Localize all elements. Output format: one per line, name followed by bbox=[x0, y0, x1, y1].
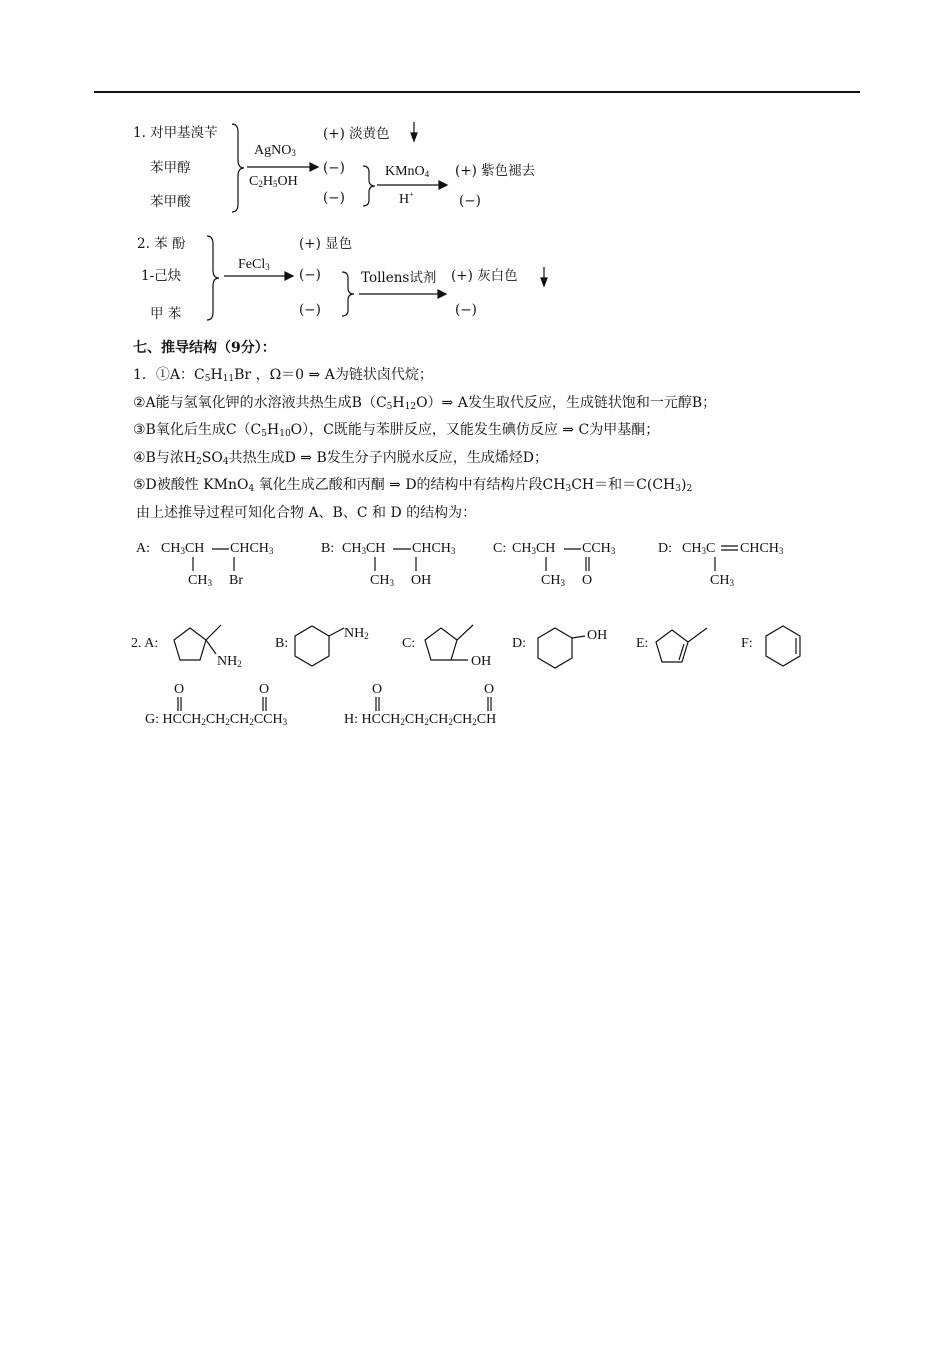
struct2-a-label: 2. A: bbox=[131, 636, 159, 651]
struct-a-sub2: Br bbox=[229, 573, 243, 588]
q2-reagent2: Tollens试剂 bbox=[361, 270, 437, 286]
struct2-d-label: D: bbox=[512, 636, 526, 651]
q2-result2-1: (+) 灰白色 bbox=[451, 268, 518, 284]
struct-d-sub1: $CH_3$ bbox=[710, 573, 734, 588]
step-1: 1．①A：$C_5H_{11}Br$ ，Ω＝0 ⇒ A为链状卤代烷； bbox=[133, 367, 433, 384]
struct2-b-nh2: $NH_2$ bbox=[344, 626, 369, 641]
q1-reagent1-top: AgNO$_3$ bbox=[254, 143, 296, 158]
step-4: ④B与浓$H_2SO_4$共热生成D ⇒ B发生分子内脱水反应，生成烯烃D； bbox=[133, 450, 548, 467]
q1-result1-1: (+) 淡黄色 bbox=[323, 126, 390, 142]
q2-reactant-1: 2. 苯 酚 bbox=[137, 236, 186, 252]
struct-b-sub1: $CH_3$ bbox=[370, 573, 394, 588]
q2-result2-2: (−) bbox=[455, 302, 477, 318]
section-title: 七、推导结构（9分）： bbox=[133, 340, 276, 356]
struct-a-main: $CH_3CH$ bbox=[161, 541, 205, 556]
struct-g-o1: O bbox=[174, 682, 185, 697]
struct-g-o2: O bbox=[259, 682, 270, 697]
struct-c-sub2: O bbox=[582, 573, 593, 588]
struct2-c-oh: OH bbox=[471, 654, 492, 669]
struct-h: H: $HCCH_2CH_2CH_2CH_2CH$ bbox=[344, 712, 497, 727]
struct-a-right: $CHCH_3$ bbox=[230, 541, 274, 556]
struct-d-label: D: bbox=[658, 541, 672, 556]
struct2-a-nh2: $NH_2$ bbox=[217, 654, 242, 669]
struct-b-label: B: bbox=[321, 541, 335, 556]
struct2-c-label: C: bbox=[402, 636, 416, 651]
struct-c-label: C: bbox=[493, 541, 507, 556]
q1-result2-1: (+) 紫色褪去 bbox=[455, 163, 536, 179]
ring-d bbox=[538, 628, 572, 668]
struct-c-main: $CH_3CH$ bbox=[512, 541, 556, 556]
q2-reagent1: FeCl$_3$ bbox=[238, 257, 270, 272]
q2-brace-small bbox=[342, 272, 354, 316]
step-5: ⑤D被酸性 KMnO$_4$ 氧化生成乙酸和丙酮 ⇒ D的结构中有结构片段$CH_3CH=$和$=C(CH_3)_2$ bbox=[133, 477, 693, 494]
q1-result1-2: (−) bbox=[323, 160, 345, 176]
conclusion: 由上述推导过程可知化合物 A、B、C 和 D 的结构为： bbox=[136, 505, 477, 521]
struct2-f-label: F: bbox=[741, 636, 753, 651]
q1-brace-left bbox=[232, 124, 244, 212]
struct-c-right: $CCH_3$ bbox=[582, 541, 616, 556]
struct-b-sub2: OH bbox=[411, 573, 432, 588]
struct-d-right: $CHCH_3$ bbox=[740, 541, 784, 556]
q2-result1-1: (+) 显色 bbox=[299, 236, 353, 252]
ring-c bbox=[425, 628, 457, 660]
ring-f bbox=[766, 626, 800, 666]
q2-result1-2: (−) bbox=[299, 267, 321, 283]
step-2: ②A能与氢氧化钾的水溶液共热生成$B(C_5H_{12}O)\Rightarrow$ A发生取代反应，生成链状饱和一元醇B； bbox=[133, 395, 717, 412]
struct-h-o2: O bbox=[484, 682, 495, 697]
struct-c-sub1: $CH_3$ bbox=[541, 573, 565, 588]
step-3: ③B氧化后生成$C(C_5H_{10}O)$，C既能与苯肼反应，又能发生碘仿反应 ⇒ C为甲基酮； bbox=[133, 422, 660, 439]
struct2-e-label: E: bbox=[636, 636, 649, 651]
struct2-d-oh: OH bbox=[587, 628, 608, 643]
struct-a-label: A: bbox=[136, 541, 150, 556]
q1-reactant-1: 1. 对甲基溴苄 bbox=[133, 125, 218, 141]
struct-d-main: $CH_3C$ bbox=[682, 541, 716, 556]
q1-result2-2: (−) bbox=[459, 193, 481, 209]
q1-brace-small bbox=[363, 166, 375, 206]
q2-reactant-3: 甲 苯 bbox=[150, 306, 182, 322]
ring-a bbox=[174, 628, 206, 660]
q1-reactant-2: 苯甲醇 bbox=[150, 160, 191, 176]
struct2-b-label: B: bbox=[275, 636, 289, 651]
q1-reagent2-bottom: H+ bbox=[399, 190, 414, 207]
q1-reagent2-top: KMnO$_4$ bbox=[385, 164, 430, 179]
q1-result1-3: (−) bbox=[323, 190, 345, 206]
struct-a-sub1: $CH_3$ bbox=[188, 573, 212, 588]
q1-reactant-3: 苯甲酸 bbox=[150, 194, 191, 210]
ring-b bbox=[295, 626, 329, 666]
q2-reactant-2: 1-己炔 bbox=[141, 268, 182, 284]
struct-b-right: $CHCH_3$ bbox=[412, 541, 456, 556]
q1-reagent1-bottom: $C_2H_5OH$ bbox=[249, 174, 298, 189]
struct-b-main: $CH_3CH$ bbox=[342, 541, 386, 556]
struct-g: G: $HCCH_2CH_2CH_2CCH_3$ bbox=[145, 712, 288, 727]
q2-brace-left bbox=[207, 236, 219, 320]
struct-h-o1: O bbox=[372, 682, 383, 697]
q2-result1-3: (−) bbox=[299, 302, 321, 318]
